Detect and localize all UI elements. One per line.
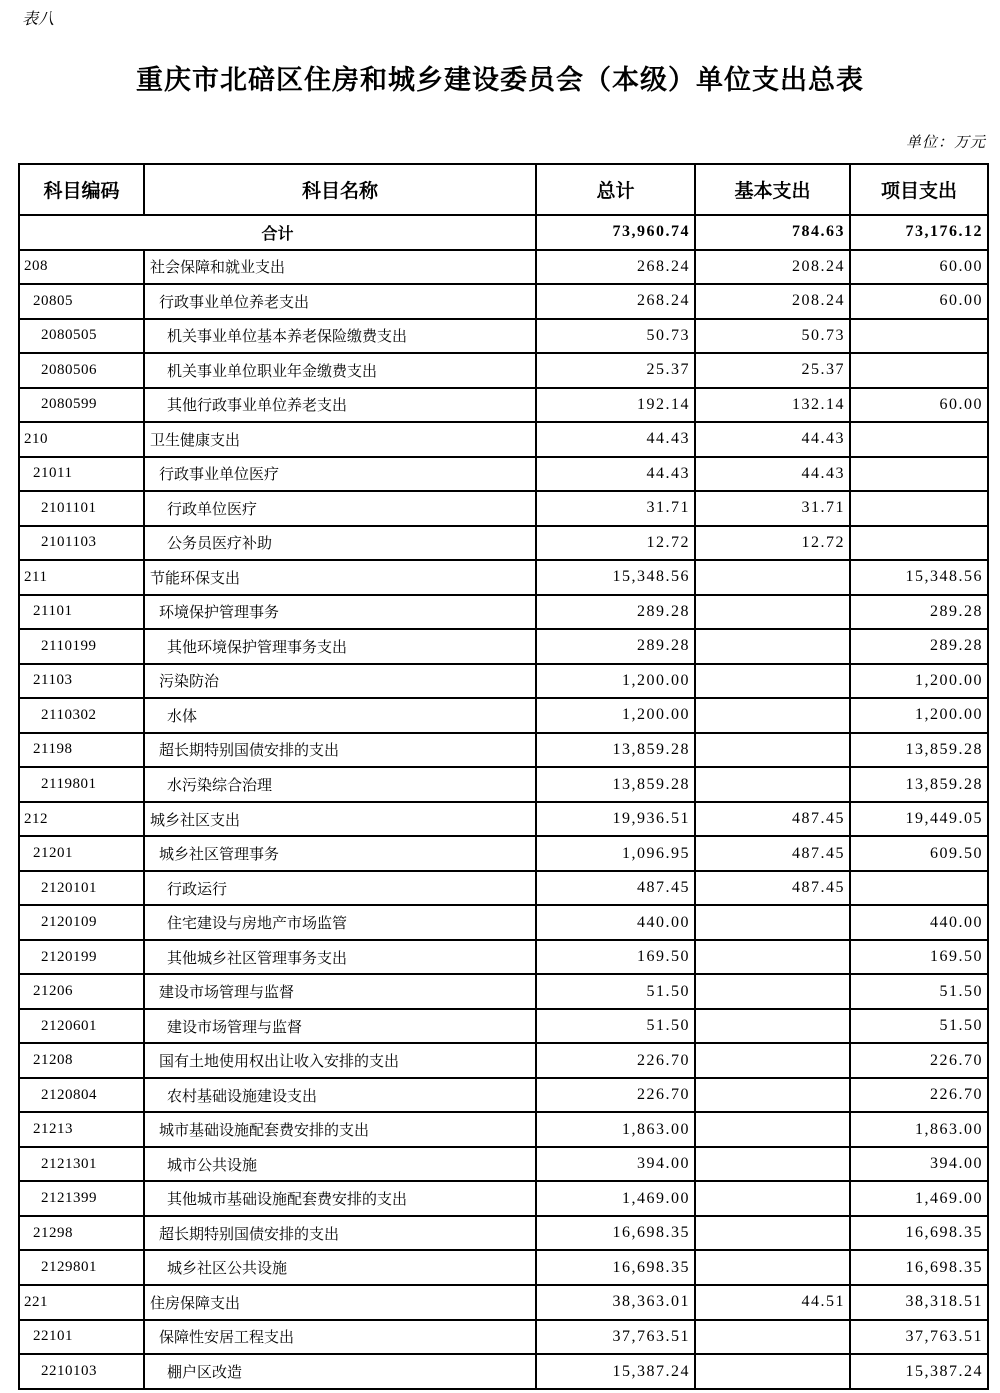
subject-name-cell: 棚户区改造: [144, 1354, 536, 1389]
basic-expense-cell: [695, 1250, 850, 1285]
total-cell: 1,863.00: [536, 1112, 695, 1147]
total-cell: 51.50: [536, 974, 695, 1009]
total-cell: 289.28: [536, 629, 695, 664]
table-row: [19, 1147, 988, 1182]
basic-expense-cell: [695, 560, 850, 595]
project-expense-cell: 1,863.00: [850, 1112, 988, 1147]
subject-code-cell: 2080505: [19, 319, 144, 354]
subject-code-cell: 2101101: [19, 491, 144, 526]
subject-code-cell: 2120199: [19, 940, 144, 975]
basic-expense-cell: [695, 1354, 850, 1389]
subject-name-cell: 行政运行: [144, 871, 536, 906]
table-row: [19, 1250, 988, 1285]
basic-expense-cell: 487.45: [695, 802, 850, 837]
subject-code-cell: 2129801: [19, 1250, 144, 1285]
subject-name-cell: 机关事业单位职业年金缴费支出: [144, 353, 536, 388]
subject-name-cell: 行政单位医疗: [144, 491, 536, 526]
subject-name-cell: 住宅建设与房地产市场监管: [144, 905, 536, 940]
table-row: [19, 1285, 988, 1320]
table-row: [19, 526, 988, 561]
table-row: [19, 595, 988, 630]
basic-expense-cell: [695, 1181, 850, 1216]
project-expense-cell: [850, 319, 988, 354]
project-expense-cell: [850, 353, 988, 388]
basic-expense-cell: [695, 1078, 850, 1113]
total-cell: 50.73: [536, 319, 695, 354]
total-cell: 487.45: [536, 871, 695, 906]
table-row: [19, 1181, 988, 1216]
basic-expense-cell: 44.51: [695, 1285, 850, 1320]
subject-name-cell: 城市基础设施配套费安排的支出: [144, 1112, 536, 1147]
table-row: [19, 871, 988, 906]
table-row: [19, 1354, 988, 1389]
subject-name-cell: 农村基础设施建设支出: [144, 1078, 536, 1113]
basic-expense-cell: [695, 595, 850, 630]
project-expense-cell: 1,200.00: [850, 698, 988, 733]
subject-name-cell: 城乡社区管理事务: [144, 836, 536, 871]
subject-code-cell: 2121399: [19, 1181, 144, 1216]
project-expense-cell: 19,449.05: [850, 802, 988, 837]
table-row: [19, 664, 988, 699]
project-expense-cell: 51.50: [850, 1009, 988, 1044]
project-expense-cell: 1,200.00: [850, 664, 988, 699]
table-row: [19, 698, 988, 733]
project-expense-cell: 289.28: [850, 595, 988, 630]
table-row: [19, 1112, 988, 1147]
total-cell: 44.43: [536, 457, 695, 492]
total-sum-cell: 73,960.74: [536, 215, 695, 250]
total-cell: 1,200.00: [536, 698, 695, 733]
subject-code-cell: 2120101: [19, 871, 144, 906]
project-expense-cell: 15,387.24: [850, 1354, 988, 1389]
table-row: [19, 905, 988, 940]
subject-code-cell: 212: [19, 802, 144, 837]
project-expense-cell: 226.70: [850, 1078, 988, 1113]
basic-expense-cell: [695, 1009, 850, 1044]
project-expense-cell: 394.00: [850, 1147, 988, 1182]
table-header: [19, 164, 988, 215]
subject-name-cell: 城乡社区支出: [144, 802, 536, 837]
col-header-subject-code: 科目编码: [19, 164, 144, 215]
total-cell: 169.50: [536, 940, 695, 975]
table-row: [19, 1320, 988, 1355]
total-cell: 289.28: [536, 595, 695, 630]
basic-expense-cell: [695, 1043, 850, 1078]
subject-code-cell: 2120601: [19, 1009, 144, 1044]
total-cell: 44.43: [536, 422, 695, 457]
basic-expense-cell: 208.24: [695, 284, 850, 319]
basic-expense-cell: 12.72: [695, 526, 850, 561]
total-cell: 13,859.28: [536, 733, 695, 768]
subject-name-cell: 机关事业单位基本养老保险缴费支出: [144, 319, 536, 354]
subject-code-cell: 21011: [19, 457, 144, 492]
subject-code-cell: 21201: [19, 836, 144, 871]
table-body: [19, 215, 988, 1389]
basic-expense-cell: [695, 905, 850, 940]
project-expense-cell: 38,318.51: [850, 1285, 988, 1320]
subject-name-cell: 其他城乡社区管理事务支出: [144, 940, 536, 975]
subject-code-cell: 21208: [19, 1043, 144, 1078]
total-cell: 440.00: [536, 905, 695, 940]
project-expense-cell: 51.50: [850, 974, 988, 1009]
basic-expense-cell: 25.37: [695, 353, 850, 388]
table-row: [19, 560, 988, 595]
subject-name-cell: 保障性安居工程支出: [144, 1320, 536, 1355]
col-header-project-expense: 项目支出: [850, 164, 988, 215]
basic-expense-cell: 31.71: [695, 491, 850, 526]
subject-name-cell: 行政事业单位养老支出: [144, 284, 536, 319]
subject-code-cell: 2080599: [19, 388, 144, 423]
basic-expense-cell: [695, 1147, 850, 1182]
project-expense-cell: 60.00: [850, 388, 988, 423]
total-cell: 25.37: [536, 353, 695, 388]
sheet-label: 表八: [22, 11, 55, 28]
subject-code-cell: 2101103: [19, 526, 144, 561]
total-cell: 1,469.00: [536, 1181, 695, 1216]
subject-name-cell: 住房保障支出: [144, 1285, 536, 1320]
table-row: [19, 1043, 988, 1078]
subject-name-cell: 城乡社区公共设施: [144, 1250, 536, 1285]
total-label-cell: 合计: [19, 215, 536, 250]
total-cell: 226.70: [536, 1043, 695, 1078]
project-expense-cell: [850, 871, 988, 906]
subject-name-cell: 城市公共设施: [144, 1147, 536, 1182]
basic-expense-cell: 44.43: [695, 422, 850, 457]
project-expense-cell: [850, 491, 988, 526]
table-row: [19, 836, 988, 871]
unit-note: 单位：万元: [905, 135, 986, 151]
subject-name-cell: 节能环保支出: [144, 560, 536, 595]
total-cell: 37,763.51: [536, 1320, 695, 1355]
total-cell: 31.71: [536, 491, 695, 526]
project-expense-cell: 13,859.28: [850, 733, 988, 768]
subject-name-cell: 建设市场管理与监督: [144, 1009, 536, 1044]
table-row: [19, 388, 988, 423]
basic-expense-cell: [695, 664, 850, 699]
project-expense-cell: 169.50: [850, 940, 988, 975]
total-cell: 12.72: [536, 526, 695, 561]
table-row: [19, 1078, 988, 1113]
basic-expense-cell: [695, 974, 850, 1009]
subject-code-cell: 21198: [19, 733, 144, 768]
table-row: [19, 353, 988, 388]
table-row: [19, 1009, 988, 1044]
subject-code-cell: 21206: [19, 974, 144, 1009]
subject-name-cell: 水体: [144, 698, 536, 733]
table-row: [19, 319, 988, 354]
subject-code-cell: 221: [19, 1285, 144, 1320]
project-expense-cell: 37,763.51: [850, 1320, 988, 1355]
project-expense-cell: [850, 457, 988, 492]
subject-name-cell: 其他环境保护管理事务支出: [144, 629, 536, 664]
basic-expense-cell: 208.24: [695, 250, 850, 285]
table-row: [19, 284, 988, 319]
total-cell: 226.70: [536, 1078, 695, 1113]
subject-name-cell: 水污染综合治理: [144, 767, 536, 802]
table-row: [19, 1216, 988, 1251]
table-row: [19, 250, 988, 285]
total-cell: 15,387.24: [536, 1354, 695, 1389]
subject-code-cell: 21213: [19, 1112, 144, 1147]
total-cell: 1,200.00: [536, 664, 695, 699]
subject-code-cell: 2119801: [19, 767, 144, 802]
subject-name-cell: 超长期特别国债安排的支出: [144, 1216, 536, 1251]
basic-expense-cell: 50.73: [695, 319, 850, 354]
header-row: [19, 164, 988, 215]
total-cell: 192.14: [536, 388, 695, 423]
table-row: [19, 940, 988, 975]
subject-name-cell: 社会保障和就业支出: [144, 250, 536, 285]
project-expense-cell: 289.28: [850, 629, 988, 664]
project-expense-cell: 16,698.35: [850, 1250, 988, 1285]
col-header-subject-name: 科目名称: [144, 164, 536, 215]
table-row: [19, 802, 988, 837]
total-cell: 15,348.56: [536, 560, 695, 595]
basic-expense-cell: [695, 1320, 850, 1355]
project-expense-cell: 440.00: [850, 905, 988, 940]
subject-code-cell: 2210103: [19, 1354, 144, 1389]
subject-code-cell: 2110199: [19, 629, 144, 664]
subject-name-cell: 建设市场管理与监督: [144, 974, 536, 1009]
total-cell: 1,096.95: [536, 836, 695, 871]
total-cell: 16,698.35: [536, 1250, 695, 1285]
project-expense-cell: 226.70: [850, 1043, 988, 1078]
subject-code-cell: 210: [19, 422, 144, 457]
total-cell: 268.24: [536, 250, 695, 285]
project-expense-cell: [850, 422, 988, 457]
subject-code-cell: 2121301: [19, 1147, 144, 1182]
subject-code-cell: 2110302: [19, 698, 144, 733]
table-row: [19, 422, 988, 457]
basic-expense-cell: 487.45: [695, 836, 850, 871]
subject-code-cell: 21103: [19, 664, 144, 699]
table-row: [19, 629, 988, 664]
subject-code-cell: 22101: [19, 1320, 144, 1355]
table-row: [19, 457, 988, 492]
project-expense-cell: 60.00: [850, 250, 988, 285]
project-expense-cell: 13,859.28: [850, 767, 988, 802]
total-row: [19, 215, 988, 250]
basic-expense-cell: [695, 940, 850, 975]
project-expense-cell: [850, 526, 988, 561]
basic-expense-cell: [695, 698, 850, 733]
basic-expense-cell: 487.45: [695, 871, 850, 906]
subject-name-cell: 公务员医疗补助: [144, 526, 536, 561]
subject-name-cell: 卫生健康支出: [144, 422, 536, 457]
basic-expense-cell: [695, 1216, 850, 1251]
total-cell: 51.50: [536, 1009, 695, 1044]
col-header-basic-expense: 基本支出: [695, 164, 850, 215]
total-basic-cell: 784.63: [695, 215, 850, 250]
table-row: [19, 491, 988, 526]
subject-code-cell: 20805: [19, 284, 144, 319]
subject-code-cell: 2120804: [19, 1078, 144, 1113]
subject-name-cell: 污染防治: [144, 664, 536, 699]
subject-name-cell: 其他城市基础设施配套费安排的支出: [144, 1181, 536, 1216]
table-row: [19, 974, 988, 1009]
basic-expense-cell: [695, 1112, 850, 1147]
subject-name-cell: 超长期特别国债安排的支出: [144, 733, 536, 768]
basic-expense-cell: 44.43: [695, 457, 850, 492]
total-cell: 268.24: [536, 284, 695, 319]
subject-name-cell: 其他行政事业单位养老支出: [144, 388, 536, 423]
subject-name-cell: 国有土地使用权出让收入安排的支出: [144, 1043, 536, 1078]
subject-name-cell: 环境保护管理事务: [144, 595, 536, 630]
subject-code-cell: 2080506: [19, 353, 144, 388]
col-header-total: 总计: [536, 164, 695, 215]
total-cell: 13,859.28: [536, 767, 695, 802]
subject-code-cell: 2120109: [19, 905, 144, 940]
total-project-cell: 73,176.12: [850, 215, 988, 250]
total-cell: 38,363.01: [536, 1285, 695, 1320]
table-row: [19, 767, 988, 802]
project-expense-cell: 15,348.56: [850, 560, 988, 595]
basic-expense-cell: 132.14: [695, 388, 850, 423]
subject-code-cell: 21101: [19, 595, 144, 630]
project-expense-cell: 1,469.00: [850, 1181, 988, 1216]
total-cell: 394.00: [536, 1147, 695, 1182]
basic-expense-cell: [695, 629, 850, 664]
project-expense-cell: 16,698.35: [850, 1216, 988, 1251]
subject-name-cell: 行政事业单位医疗: [144, 457, 536, 492]
basic-expense-cell: [695, 767, 850, 802]
subject-code-cell: 211: [19, 560, 144, 595]
basic-expense-cell: [695, 733, 850, 768]
total-cell: 16,698.35: [536, 1216, 695, 1251]
page-title: 重庆市北碚区住房和城乡建设委员会（本级）单位支出总表: [136, 65, 864, 95]
table-row: [19, 733, 988, 768]
total-cell: 19,936.51: [536, 802, 695, 837]
subject-code-cell: 21298: [19, 1216, 144, 1251]
subject-code-cell: 208: [19, 250, 144, 285]
project-expense-cell: 609.50: [850, 836, 988, 871]
expenditure-table: [18, 163, 989, 1390]
project-expense-cell: 60.00: [850, 284, 988, 319]
